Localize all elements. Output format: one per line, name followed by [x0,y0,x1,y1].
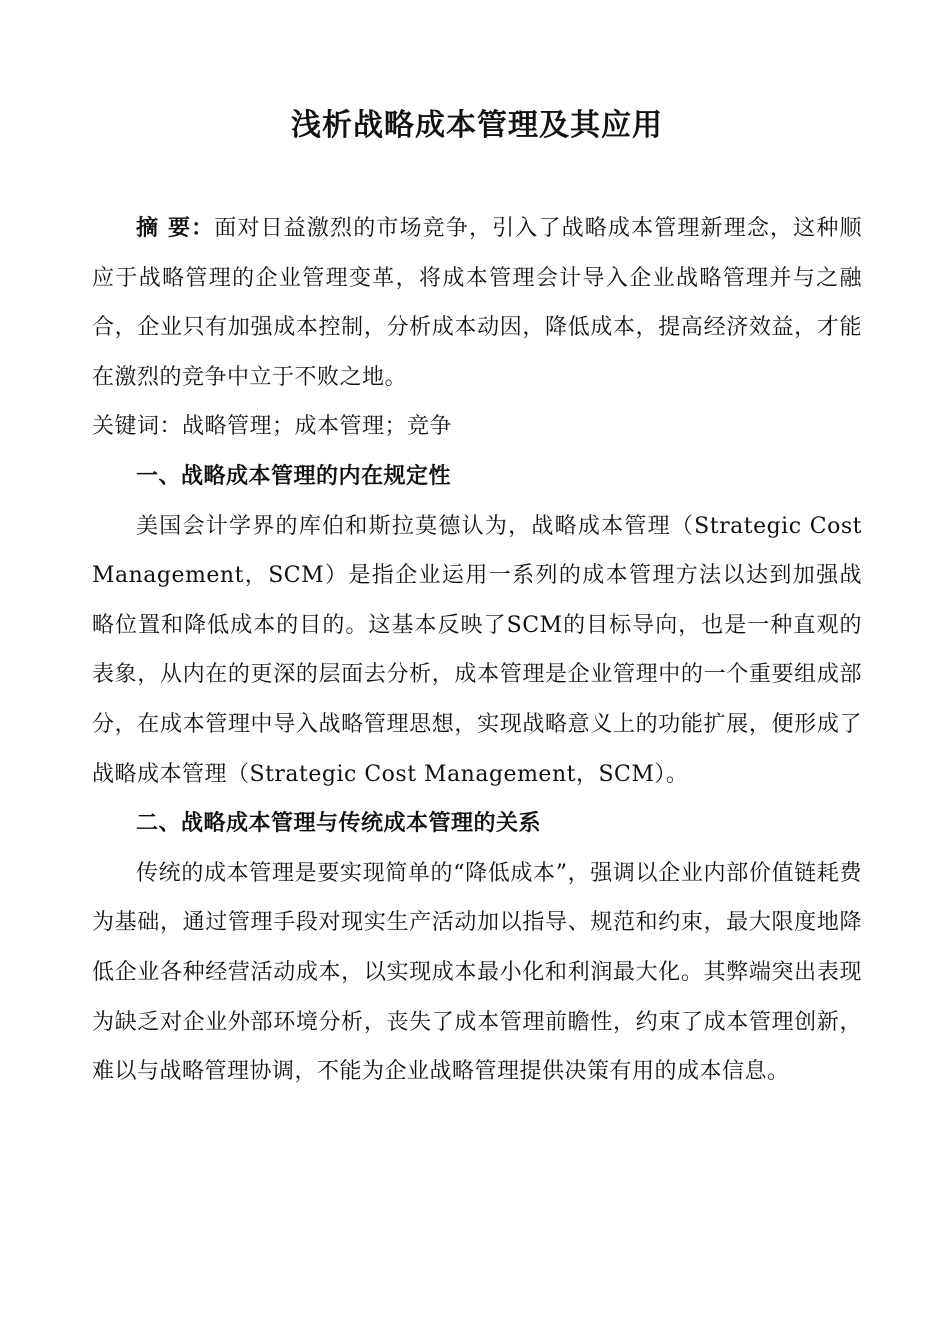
section-heading-2: 二、战略成本管理与传统成本管理的关系 [136,811,542,837]
document-page [92,0,862,1097]
keywords-line: 关键词：战略管理；成本管理；竞争 [92,414,453,440]
document-body [92,204,862,1097]
document-title: 浅析战略成本管理及其应用 [291,108,663,143]
abstract-label: 摘 要： [136,216,215,241]
section-heading-1: 一、战略成本管理的内在规定性 [136,463,452,489]
section-paragraph-1: 美国会计学界的库伯和斯拉莫德认为，战略成本管理（Strategic Cost Management，SCM）是指企业运用一系列的成本管理方法以达到加强战略位置和降低成本的目的。这基本反映了SCM的目标导向，也是一种直观的表象，从内在的更深的层面去分析，成本管理是企业管理中的一个重要组成部分，在成本管理中导入战略管理思想，实现战略意义上的功能扩展，便形成了战略成本管理（Strategic Cost Management，SCM）。 [92,513,862,787]
section-paragraph-2: 传统的成本管理是要实现简单的“降低成本”，强调以企业内部价值链耗费为基础，通过管理手段对现实生产活动加以指导、规范和约束，最大限度地降低企业各种经营活动成本，以实现成本最小化和利润最大化。其弊端突出表现为缺乏对企业外部环境分析，丧失了成本管理前瞻性，约束了成本管理创新，难以与战略管理协调，不能为企业战略管理提供决策有用的成本信息。 [92,860,862,1085]
abstract-text: 面对日益激烈的市场竞争，引入了战略成本管理新理念，这种顺应于战略管理的企业管理变革，将成本管理会计导入企业战略管理并与之融合，企业只有加强成本控制，分析成本动因，降低成本，提高经济效益，才能在激烈的竞争中立于不败之地。 [92,216,862,390]
abstract-paragraph [92,204,862,402]
